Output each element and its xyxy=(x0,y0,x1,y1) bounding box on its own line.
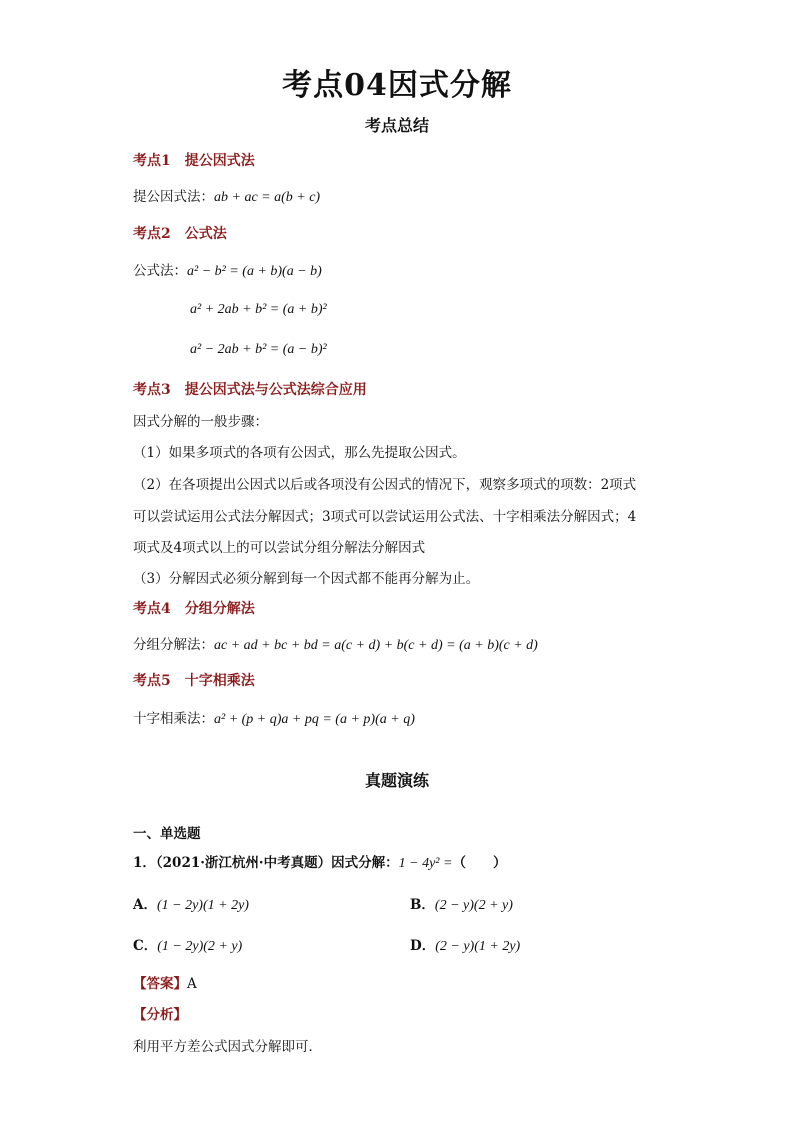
kaodian-1-label: 考点1 xyxy=(133,153,171,169)
kaodian-1-line xyxy=(133,185,320,206)
option-d-letter: D． xyxy=(410,938,436,954)
kaodian-4-line xyxy=(133,633,538,654)
option-c-letter: C． xyxy=(133,938,158,954)
summary-heading: 考点总结 xyxy=(364,116,429,135)
kaodian-2-formula-3: a² − 2ab + b² = (a − b)² xyxy=(190,342,327,357)
kaodian-5-formula: a² + (p + q)a + pq = (a + p)(a + q) xyxy=(214,712,415,727)
kaodian-5-name: 十字相乘法 xyxy=(184,673,255,689)
kaodian-2-formula-3-line xyxy=(190,341,327,358)
question-text: 因式分解： xyxy=(331,855,399,871)
kaodian-2-formula-1: a² − b² = (a + b)(a − b) xyxy=(187,264,322,279)
option-c-expr: (1 − 2y)(2 + y) xyxy=(157,939,243,954)
option-a-expr: (1 − 2y)(1 + 2y) xyxy=(156,898,249,913)
kaodian-4-name: 分组分解法 xyxy=(184,601,255,617)
question-expr: 1 − 4y² = xyxy=(398,856,453,871)
analysis-label: 【分析】 xyxy=(133,1007,187,1023)
option-c[interactable] xyxy=(133,934,242,955)
option-d-expr: (2 − y)(1 + 2y) xyxy=(435,939,521,954)
kaodian-3-step-2: （2）在各项提出公因式以后或各项没有公因式的情况下，观察多项式的项数：2项式 xyxy=(133,477,637,493)
answer-value: A xyxy=(187,976,197,992)
kaodian-4-label: 考点4 xyxy=(133,601,171,617)
question-number: 1． xyxy=(133,855,156,871)
kaodian-2-formula-2: a² + 2ab + b² = (a + b)² xyxy=(190,302,327,317)
kaodian-2-formula-2-line xyxy=(190,301,327,318)
section-type: 一、单选题 xyxy=(133,826,201,842)
kaodian-5-label: 考点5 xyxy=(133,673,171,689)
kaodian-4-heading xyxy=(133,598,255,618)
kaodian-2-line-label: 公式法： xyxy=(133,263,187,279)
kaodian-3-name: 提公因式法与公式法综合应用 xyxy=(184,382,367,398)
kaodian-3-step-1: （1）如果多项式的各项有公因式，那么先提取公因式。 xyxy=(133,445,466,461)
option-a-letter: A． xyxy=(133,897,157,913)
analysis-text: 利用平方差公式因式分解即可． xyxy=(133,1039,322,1055)
page-title: 考点04因式分解 xyxy=(282,68,512,103)
kaodian-4-line-label: 分组分解法： xyxy=(133,637,214,653)
kaodian-4-formula: ac + ad + bc + bd = a(c + d) + b(c + d) = (a + b)(c + d) xyxy=(214,638,538,653)
kaodian-1-name: 提公因式法 xyxy=(184,153,255,169)
kaodian-1-heading xyxy=(133,150,255,170)
kaodian-2-label: 考点2 xyxy=(133,226,171,242)
answer-label: 【答案】 xyxy=(133,976,187,992)
option-b-expr: (2 − y)(2 + y) xyxy=(434,898,513,913)
kaodian-3-intro: 因式分解的一般步骤： xyxy=(133,414,268,430)
option-b[interactable] xyxy=(410,893,513,914)
kaodian-5-line-label: 十字相乘法： xyxy=(133,711,214,727)
kaodian-3-heading xyxy=(133,379,367,399)
kaodian-2-name: 公式法 xyxy=(184,226,227,242)
kaodian-1-formula: ab + ac = a(b + c) xyxy=(214,190,321,205)
kaodian-3-step-3: （3）分解因式必须分解到每一个因式都不能再分解为止。 xyxy=(133,571,480,587)
kaodian-3-step-2-end: 项式及4项式以上的可以尝试分组分解法分解因式 xyxy=(133,540,426,556)
kaodian-2-heading xyxy=(133,223,227,243)
kaodian-5-line xyxy=(133,707,415,728)
option-b-letter: B． xyxy=(410,897,435,913)
question-source: （2021·浙江杭州·中考真题） xyxy=(155,855,332,871)
practice-heading: 真题演练 xyxy=(364,771,429,790)
answer-line xyxy=(133,972,197,992)
analysis-line xyxy=(133,1003,187,1023)
question-blank: （ ） xyxy=(452,855,507,871)
question-1 xyxy=(133,851,506,872)
kaodian-5-heading xyxy=(133,670,255,690)
kaodian-1-line-label: 提公因式法： xyxy=(133,189,214,205)
kaodian-3-label: 考点3 xyxy=(133,382,171,398)
option-d[interactable] xyxy=(410,934,520,955)
kaodian-2-line xyxy=(133,259,322,280)
kaodian-3-step-2-cont: 可以尝试运用公式法分解因式；3项式可以尝试运用公式法、十字相乘法分解因式；4 xyxy=(133,509,637,525)
option-a[interactable] xyxy=(133,893,249,914)
